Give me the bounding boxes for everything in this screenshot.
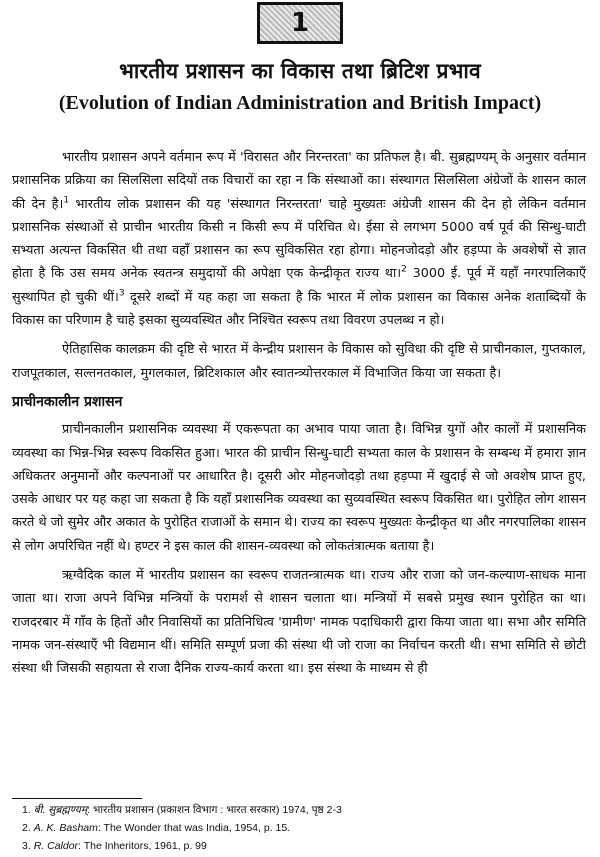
footnote-author: R. Caldor [33,840,79,852]
footnote-item: 2. A. K. Basham: The Wonder that was India, 1954, p. 15. [22,822,291,834]
footnote-author: A. K. Basham [33,822,98,834]
chapter-number: 1 [290,8,310,38]
chapter-title-english: (Evolution of Indian Administration and British Impact) [58,92,542,114]
footnote-ref-1: 1 [63,195,70,206]
chapter-number-box [257,2,343,44]
section-heading: प्राचीनकालीन प्रशासन [12,393,123,410]
footnote-item: 3. R. Caldor: The Inheritors, 1961, p. 99 [22,840,207,852]
paragraph-3: प्राचीनकालीन प्रशासनिक व्यवस्था में एकरूपता का अभाव पाया जाता है। विभिन्न युगों और कालों में प्रशासनिक व्यवस्था का भिन्न-भिन्न स्वरूप विकसित हुआ। भारत की प्राचीन सिन्धु-घाटी सभ्यता काल के प्रशासन के सम्बन्ध में हमारा ज्ञान अधिकतर अनुमानों और कल्पनाओं पर आधारित है। दूसरी ओर मोहनजोदड़ो तथा हड़प्पा में खुदाई से जो अवशेष प्राप्त हुए, उसके आधार पर यह कहा जा सकता है कि यहाँ प्रशासनिक व्यवस्था का सुव्यवस्थित स्वरूप विकसित था। पुरोहित लोग शासन करते थे जो सुमेर और अकात के पुरोहित राजाओं के समान थे। राज्य का स्वरूप मुख्यतः केन्द्रीकृत था और नगरपालिका शासन से लोग अपरिचित नहीं थे। हण्टर ने इस काल की शासन-व्यवस्था को लोकतंत्रात्मक बताया है। [12,422,586,554]
paragraph-1-part-a: भारतीय प्रशासन अपने वर्तमान रूप में 'विरासत और निरन्तरता' का प्रतिफल है। बी. सुब्रह्मण्यम् के अनुसार वर्तमान प्रशासनिक प्रक्रिया का सिलसिला सदियों तक विचारों का रहा न कि संस्थाओं का। संस्थागत सिलसिला अंग्रेजों के शासन काल की देन है। [12,150,586,212]
footnote-ref-3: 3 [118,288,125,299]
paragraph-1-part-b: भारतीय लोक प्रशासन की यह 'संस्थागत निरन्तरता' चाहे मुख्यतः अंग्रेजी शासन की देन हो लेकिन वर्तमान प्रशासनिक संस्थाओं से प्राचीन भारतीय किसी न किसी रूप में परिचित थे। ईसा से लगभग 5000 वर्ष पूर्व की सिन्धु-घाटी सभ्यता अत्यन्त विकसित थी तथा वहाँ प्रशासन का रूप सुविकसित रहा होगा। मोहनजोदड़ो और हड़प्पा के अवशेषों से ज्ञात होता है कि उस समय अनेक स्वतन्त्र समुदायों की अपेक्षा एक केन्द्रीकृत राज्य था। [12,196,586,282]
paragraph-1-part-d: दूसरे शब्दों में यह कहा जा सकता है कि भारत में लोक प्रशासन का विकास अनेक शताब्दियों के विकास का परिणाम है चाहे इसका सुव्यवस्थित और निश्चित स्वरूप तथा विवरण उपलब्ध न हो। [12,289,586,329]
footnotes [22,801,582,855]
chapter-title-hindi: भारतीय प्रशासन का विकास तथा ब्रिटिश प्रभाव [119,59,481,83]
footnote-divider [12,798,142,799]
footnote-item: 1. बी. सुब्रह्मण्यम्: भारतीय प्रशासन (प्रकाशन विभाग : भारत सरकार) 1974, पृष्ठ 2-3 [22,804,342,816]
footnote-ref-2: 2 [401,265,407,276]
footnote-author: बी. सुब्रह्मण्यम् [33,804,88,816]
paragraph-4: ऋग्वैदिक काल में भारतीय प्रशासन का स्वरूप राजतन्त्रात्मक था। राज्य और राजा को जन-कल्याण-साधक माना जाता था। राजा अपने विभिन्न मन्त्रियों के परामर्श से शासन चलाता था। मन्त्रियों में सबसे प्रमुख स्थान पुरोहित का था। राजदरबार में गाँव के हितों और निवासियों का प्रतिनिधित्व 'ग्रामीण' नामक पदाधिकारी द्वारा किया जाता था। सभा और समिति नामक जन-संस्थाएँ भी विद्यमान थीं। समिति सम्पूर्ण प्रजा की संस्था थी जो राजा का निर्वाचन करती थी। सभा समिति से छोटी संस्था थी जिसकी सहायता से राजा दैनिक राज्य-कार्य करता था। इस संस्था के माध्यम से ही [12,568,586,677]
body-text [12,146,586,687]
paragraph-1-part-c: 3000 ई. पूर्व में यहाँ नगरपालिकाएँ सुस्थापित हो चुकी थीं। [12,266,586,305]
paragraph-1 [12,146,586,332]
paragraph-2: ऐतिहासिक कालक्रम की दृष्टि से भारत में केन्द्रीय प्रशासन के विकास को सुविधा की दृष्टि से प्राचीनकाल, गुप्तकाल, राजपूतकाल, सल्तनतकाल, मुगलकाल, ब्रिटिशकाल और स्वातन्त्र्योत्तरकाल में विभाजित किया जा सकता है। [12,342,586,381]
